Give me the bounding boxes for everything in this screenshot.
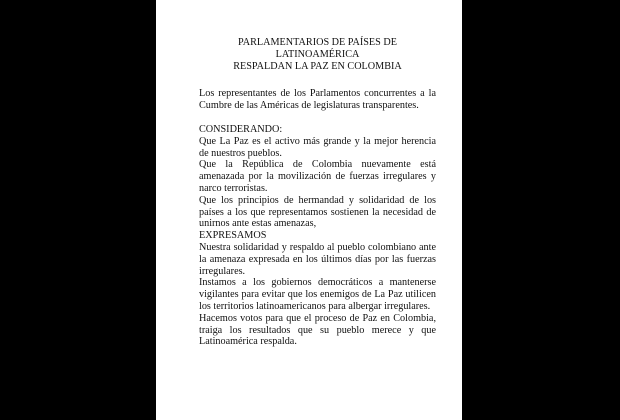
document-title	[199, 37, 436, 72]
considering-heading: CONSIDERANDO:	[199, 123, 283, 135]
intro-paragraph: Los representantes de los Parlamentos concurrentes a la Cumbre de las Américas de legislaturas transparentes.	[199, 88, 436, 112]
considering-paragraph-1: Que La Paz es el activo más grande y la mejor herencia de nuestros pueblos.	[199, 135, 436, 159]
expression-paragraph-1: Nuestra solidaridad y respaldo al pueblo colombiano ante la amenaza expresada en los últimos días por las fuerzas irregulares.	[199, 241, 436, 277]
title-line-1: PARLAMENTARIOS DE PAÍSES DE LATINOAMÉRICA	[238, 37, 397, 60]
considering-paragraph-2: Que la República de Colombia nuevamente está amenazada por la movilización de fuerzas irregulares y narco terroristas.	[199, 159, 436, 194]
document-page	[156, 0, 462, 420]
express-heading: EXPRESAMOS	[199, 230, 267, 242]
expression-paragraph-3: Hacemos votos para que el proceso de Paz en Colombia, traiga los resultados que su pueblo merece y que Latinoamérica respalda.	[199, 312, 436, 348]
expression-paragraph-2: Instamos a los gobiernos democráticos a mantenerse vigilantes para evitar que los enemigos de La Paz utilicen los territorios latinoamericanos para albergar irregulares.	[199, 277, 436, 312]
considering-paragraph-3: Que los principios de hermandad y solidaridad de los países a los que representamos sostienen la necesidad de unirnos ante estas amenazas,	[199, 194, 436, 230]
title-line-2: RESPALDAN LA PAZ EN COLOMBIA	[233, 60, 402, 72]
